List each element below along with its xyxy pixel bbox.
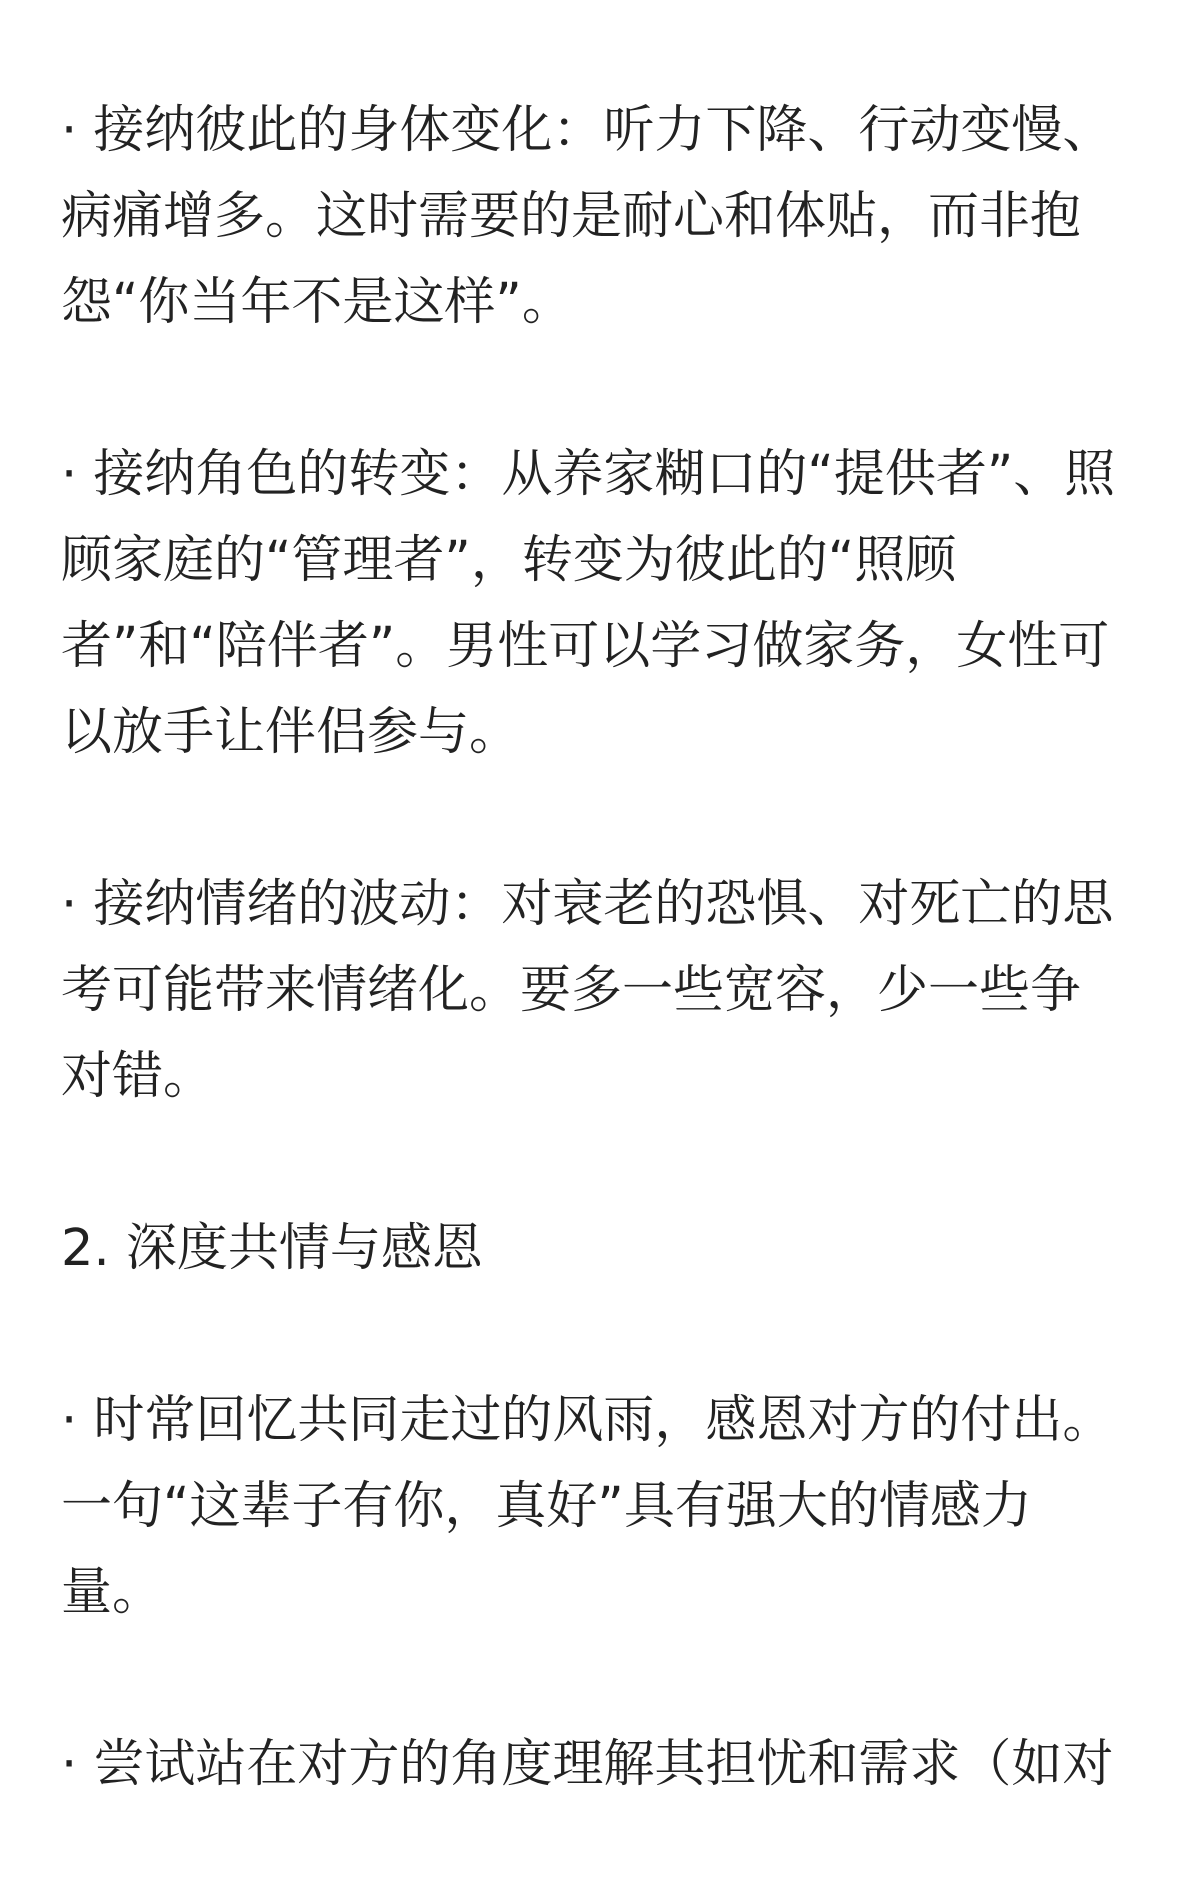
paragraph-accept-role-change: · 接纳角色的转变：从养家糊口的“提供者”、照顾家庭的“管理者”，转变为彼此的“照顾者”和“陪伴者”。男性可以学习做家务，女性可以放手让伴侣参与。 — [61, 445, 1116, 762]
paragraph-accept-body-changes: · 接纳彼此的身体变化：听力下降、行动变慢、病痛增多。这时需要的是耐心和体贴，而非抱怨“你当年不是这样”。 — [61, 101, 1114, 332]
section-heading: 2. 深度共情与感恩 — [61, 1219, 483, 1278]
paragraph-empathy: · 尝试站在对方的角度理解其担忧和需求（如对 — [61, 1735, 1114, 1794]
paragraph-accept-emotions: · 接纳情绪的波动：对衰老的恐惧、对死亡的思考可能带来情绪化。要多一些宽容，少一些争对错。 — [61, 875, 1114, 1106]
article-body — [61, 88, 1117, 1894]
paragraph-gratitude: · 时常回忆共同走过的风雨，感恩对方的付出。一句“这辈子有你，真好”具有强大的情感力量。 — [61, 1391, 1114, 1622]
